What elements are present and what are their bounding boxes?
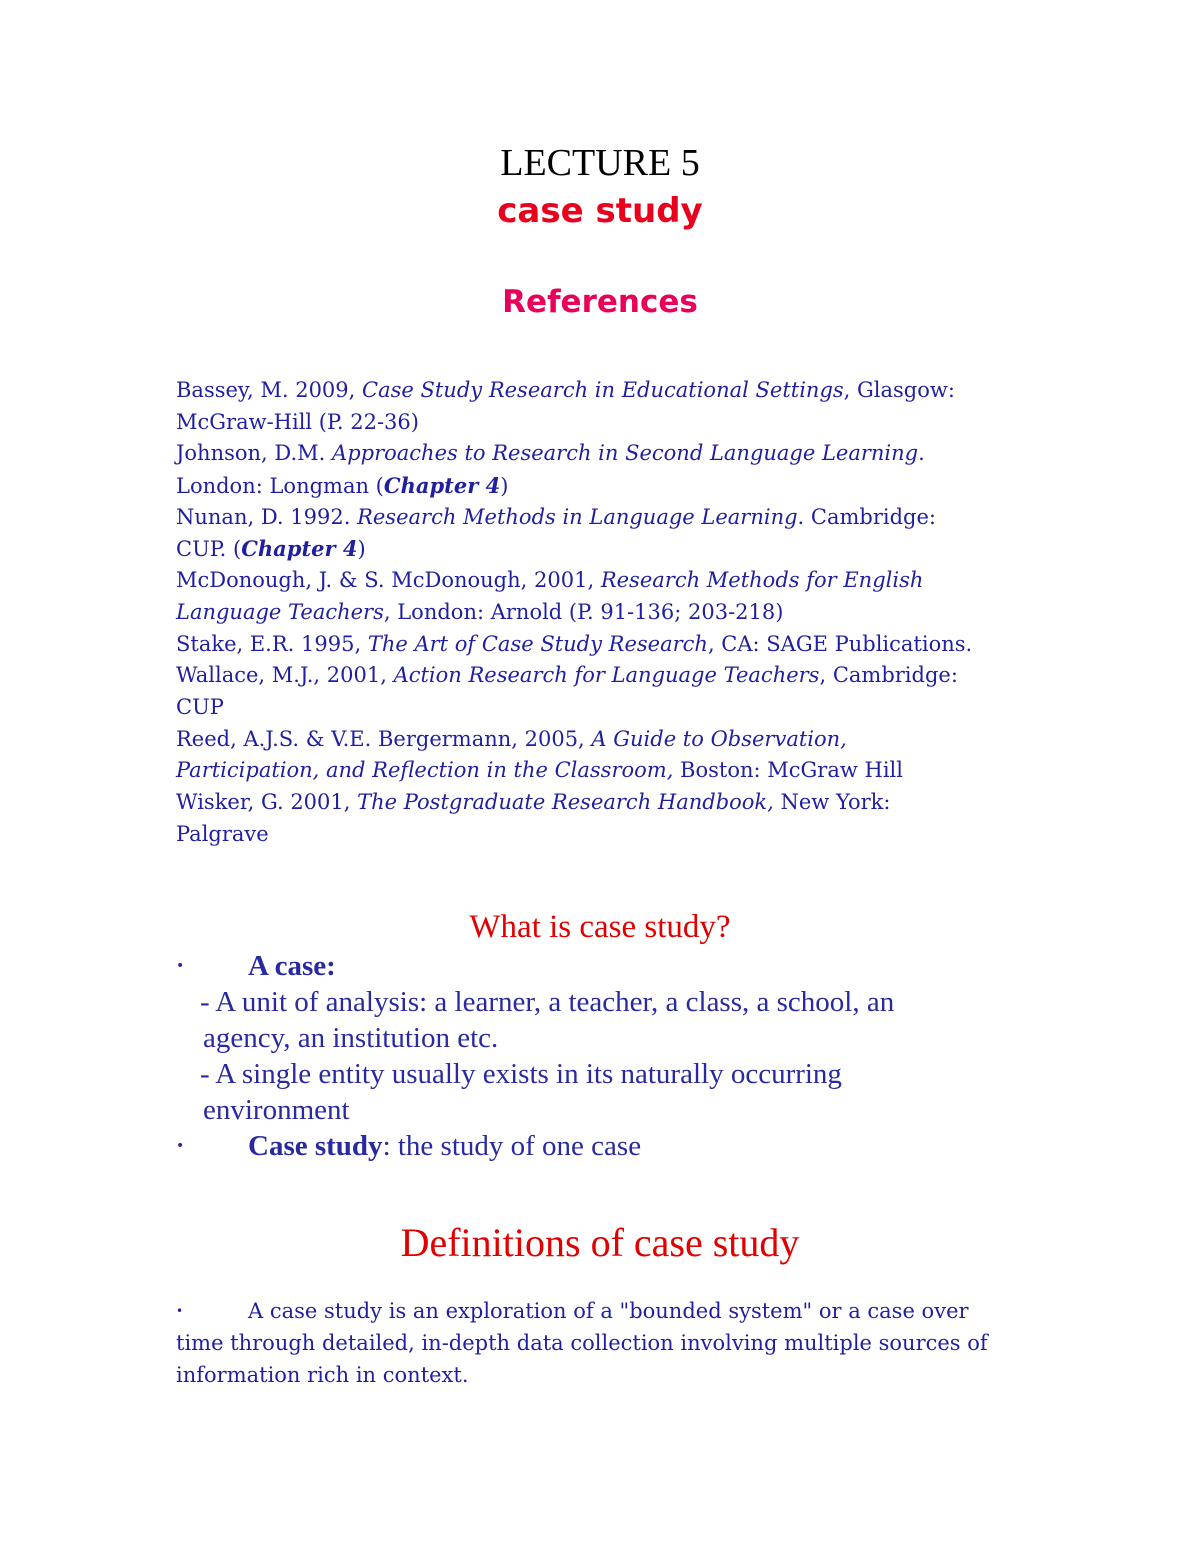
sub-item-text: environment xyxy=(203,1094,350,1126)
definitions-heading: Definitions of case study xyxy=(400,1220,800,1265)
list-item xyxy=(176,948,1076,984)
reference-segment: , London: Arnold (P. 91-136; 203-218) xyxy=(383,599,784,624)
bullet-icon: • xyxy=(176,958,185,974)
reference-segment: The Postgraduate Research Handbook, xyxy=(357,789,774,814)
references-list xyxy=(176,375,1056,850)
list-item xyxy=(176,1092,1076,1128)
case-definition-block xyxy=(176,948,1076,1164)
reference-line xyxy=(176,724,1056,756)
reference-line xyxy=(176,533,1056,565)
reference-segment: Wisker, G. 2001, xyxy=(176,789,358,814)
reference-segment: Language Teachers xyxy=(176,599,384,624)
bullet-icon: • xyxy=(176,1304,184,1318)
reference-line xyxy=(176,407,1056,439)
sub-item-text: - A single entity usually exists in its naturally occurring xyxy=(200,1058,842,1090)
lecture-title: LECTURE 5 xyxy=(500,142,700,184)
reference-line xyxy=(176,692,1056,724)
lecture-subtitle: case study xyxy=(497,191,703,231)
reference-segment: , Cambridge: xyxy=(819,663,958,688)
reference-segment: Research Methods in Language Learning xyxy=(357,504,798,529)
reference-segment: Bassey, M. 2009, xyxy=(176,378,363,402)
bullet-icon: • xyxy=(176,1138,185,1154)
reference-segment: Case Study Research in Educational Settings xyxy=(362,378,844,402)
reference-line xyxy=(176,819,1056,851)
reference-segment: Chapter 4 xyxy=(383,473,501,499)
reference-segment: CUP xyxy=(176,694,224,719)
definition-text: A case study is an exploration of a "bounded system" or a case over xyxy=(248,1299,969,1323)
reference-segment: CUP. ( xyxy=(176,537,242,562)
case-study-label: Case study xyxy=(248,1130,383,1162)
definitions-block xyxy=(176,1295,1056,1391)
references-heading: References xyxy=(502,284,698,320)
reference-segment: . Cambridge: xyxy=(797,504,936,529)
reference-segment: The Art of Case Study Research xyxy=(367,631,708,656)
reference-line xyxy=(176,470,1056,502)
reference-segment: , CA: SAGE Publications. xyxy=(707,631,973,656)
sub-item-text: agency, an institution etc. xyxy=(203,1022,499,1054)
reference-segment: Participation, and Reflection in the Classroom, xyxy=(176,758,674,783)
reference-segment: McGraw-Hill (P. 22-36) xyxy=(176,409,419,434)
definition-text: information rich in context. xyxy=(176,1363,469,1387)
reference-line xyxy=(176,629,1056,661)
reference-line xyxy=(176,755,1056,787)
reference-line xyxy=(176,787,1056,819)
reference-segment: Nunan, D. 1992. xyxy=(176,504,358,529)
reference-line xyxy=(176,597,1056,629)
reference-segment: . xyxy=(918,441,925,466)
reference-segment: , Glasgow: xyxy=(843,378,955,402)
reference-line xyxy=(176,565,1056,597)
reference-segment: Action Research for Language Teachers xyxy=(393,663,820,688)
reference-segment: Boston: McGraw Hill xyxy=(673,758,903,783)
reference-segment: Wallace, M.J., 2001, xyxy=(176,663,394,688)
reference-segment: Johnson, D.M. xyxy=(176,441,333,466)
list-item xyxy=(176,1056,1076,1092)
list-item xyxy=(176,1295,1056,1327)
reference-segment: A Guide to Observation, xyxy=(591,726,847,751)
reference-line xyxy=(176,438,1056,470)
case-study-text: : the study of one case xyxy=(382,1130,642,1162)
what-is-heading: What is case study? xyxy=(469,909,731,945)
reference-segment: Approaches to Research in Second Language Learning xyxy=(332,441,919,466)
reference-segment: Reed, A.J.S. & V.E. Bergermann, 2005, xyxy=(176,726,592,751)
case-label: A case: xyxy=(248,950,336,982)
reference-line xyxy=(176,660,1056,692)
list-item xyxy=(176,1327,1056,1359)
list-item xyxy=(176,984,1076,1020)
reference-segment: ) xyxy=(500,474,509,499)
list-item xyxy=(176,1020,1076,1056)
reference-segment: New York: xyxy=(773,789,891,814)
reference-line xyxy=(176,502,1056,534)
reference-line xyxy=(176,375,1056,407)
definition-text: time through detailed, in-depth data collection involving multiple sources of xyxy=(176,1331,988,1355)
list-item xyxy=(176,1359,1056,1391)
reference-segment: Palgrave xyxy=(176,821,269,846)
reference-segment: Stake, E.R. 1995, xyxy=(176,631,368,656)
reference-segment: London: Longman ( xyxy=(176,474,384,499)
reference-segment: ) xyxy=(357,537,366,562)
reference-segment: Research Methods for English xyxy=(600,568,924,593)
list-item xyxy=(176,1128,1076,1164)
reference-segment: McDonough, J. & S. McDonough, 2001, xyxy=(176,568,601,593)
sub-item-text: - A unit of analysis: a learner, a teacher, a class, a school, an xyxy=(200,986,895,1018)
reference-segment: Chapter 4 xyxy=(241,536,358,562)
